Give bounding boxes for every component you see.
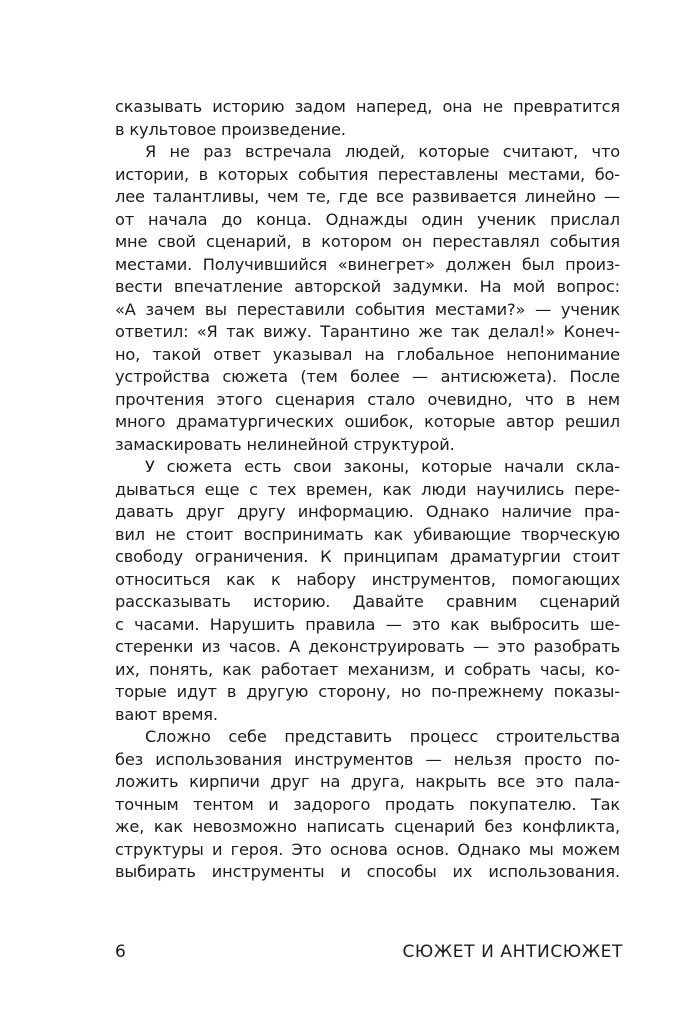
text-line: У сюжета есть свои законы, которые начали скла- [145,457,620,476]
running-title: СЮЖЕТ И АНТИСЮЖЕТ [402,942,623,962]
text-line: местами. Получившийся «винегрет» должен был произ- [115,254,620,274]
text-line: их, понять, как работает механизм, и собрать часы, ко- [115,659,620,679]
text-line: без использования инструментов — нельзя просто по- [115,749,620,769]
text-line: же, как невозможно написать сценарий без конфликта, [115,817,620,836]
text-line: истории, в которых события переставлены местами, бо- [115,164,620,184]
text-line: «А зачем вы переставили события местами?» — ученик [115,299,620,319]
text-line: давать друг другу информацию. Однако наличие пра- [115,502,620,521]
text-line: устройства сюжета (тем более — антисюжета). После [115,367,620,386]
text-line: рассказывать историю. Давайте сравним сценарий [115,592,620,611]
text-line: вил не стоит воспринимать как убивающие творческую [115,524,620,544]
text-line: дываться еще с тех времен, как люди научились пере- [115,479,620,499]
text-line: структуры и героя. Это основа основ. Однако мы можем [115,839,620,859]
text-line: в культовое произведение. [115,119,346,139]
page-number: 6 [115,942,127,962]
text-line: относиться как к набору инструментов, помогающих [115,569,620,589]
text-line: вести впечатление авторской задумки. На мой вопрос: [115,277,620,296]
text-line: но, такой ответ указывал на глобальное непонимание [115,344,620,364]
text-line: вают время. [115,704,218,724]
body-text [115,96,620,884]
text-line: ложить кирпичи друг на друга, накрыть все это пала- [115,772,620,791]
text-line: с часами. Нарушить правила — это как выбросить ше- [115,614,620,634]
text-line: Сложно себе представить процесс строительства [145,727,620,746]
text-line: замаскировать нелинейной структурой. [115,434,455,454]
text-line: Я не раз встречала людей, которые считают, что [145,142,620,161]
text-line: сказывать историю задом наперед, она не превратится [115,97,620,116]
text-line: торые идут в другую сторону, но по-прежнему показы- [115,682,620,701]
text-line: стеренки из часов. А деконструировать — это разобрать [115,637,620,656]
text-line: мне свой сценарий, в котором он переставлял события [115,232,620,251]
text-line: лее талантливы, чем те, где все развивается линейно — [115,187,620,206]
text-line: от начала до конца. Однажды один ученик прислал [115,209,620,229]
text-line: прочтения этого сценария стало очевидно, что в нем [115,389,620,409]
text-line: много драматургических ошибок, которые автор решил [115,412,620,431]
text-line: ответил: «Я так вижу. Тарантино же так делал!» Конеч- [115,322,620,341]
text-line: выбирать инструменты и способы их использования. [115,862,620,881]
text-line: свободу ограничения. К принципам драматургии стоит [115,547,620,566]
text-line: точным тентом и задорого продать покупателю. Так [115,794,620,814]
